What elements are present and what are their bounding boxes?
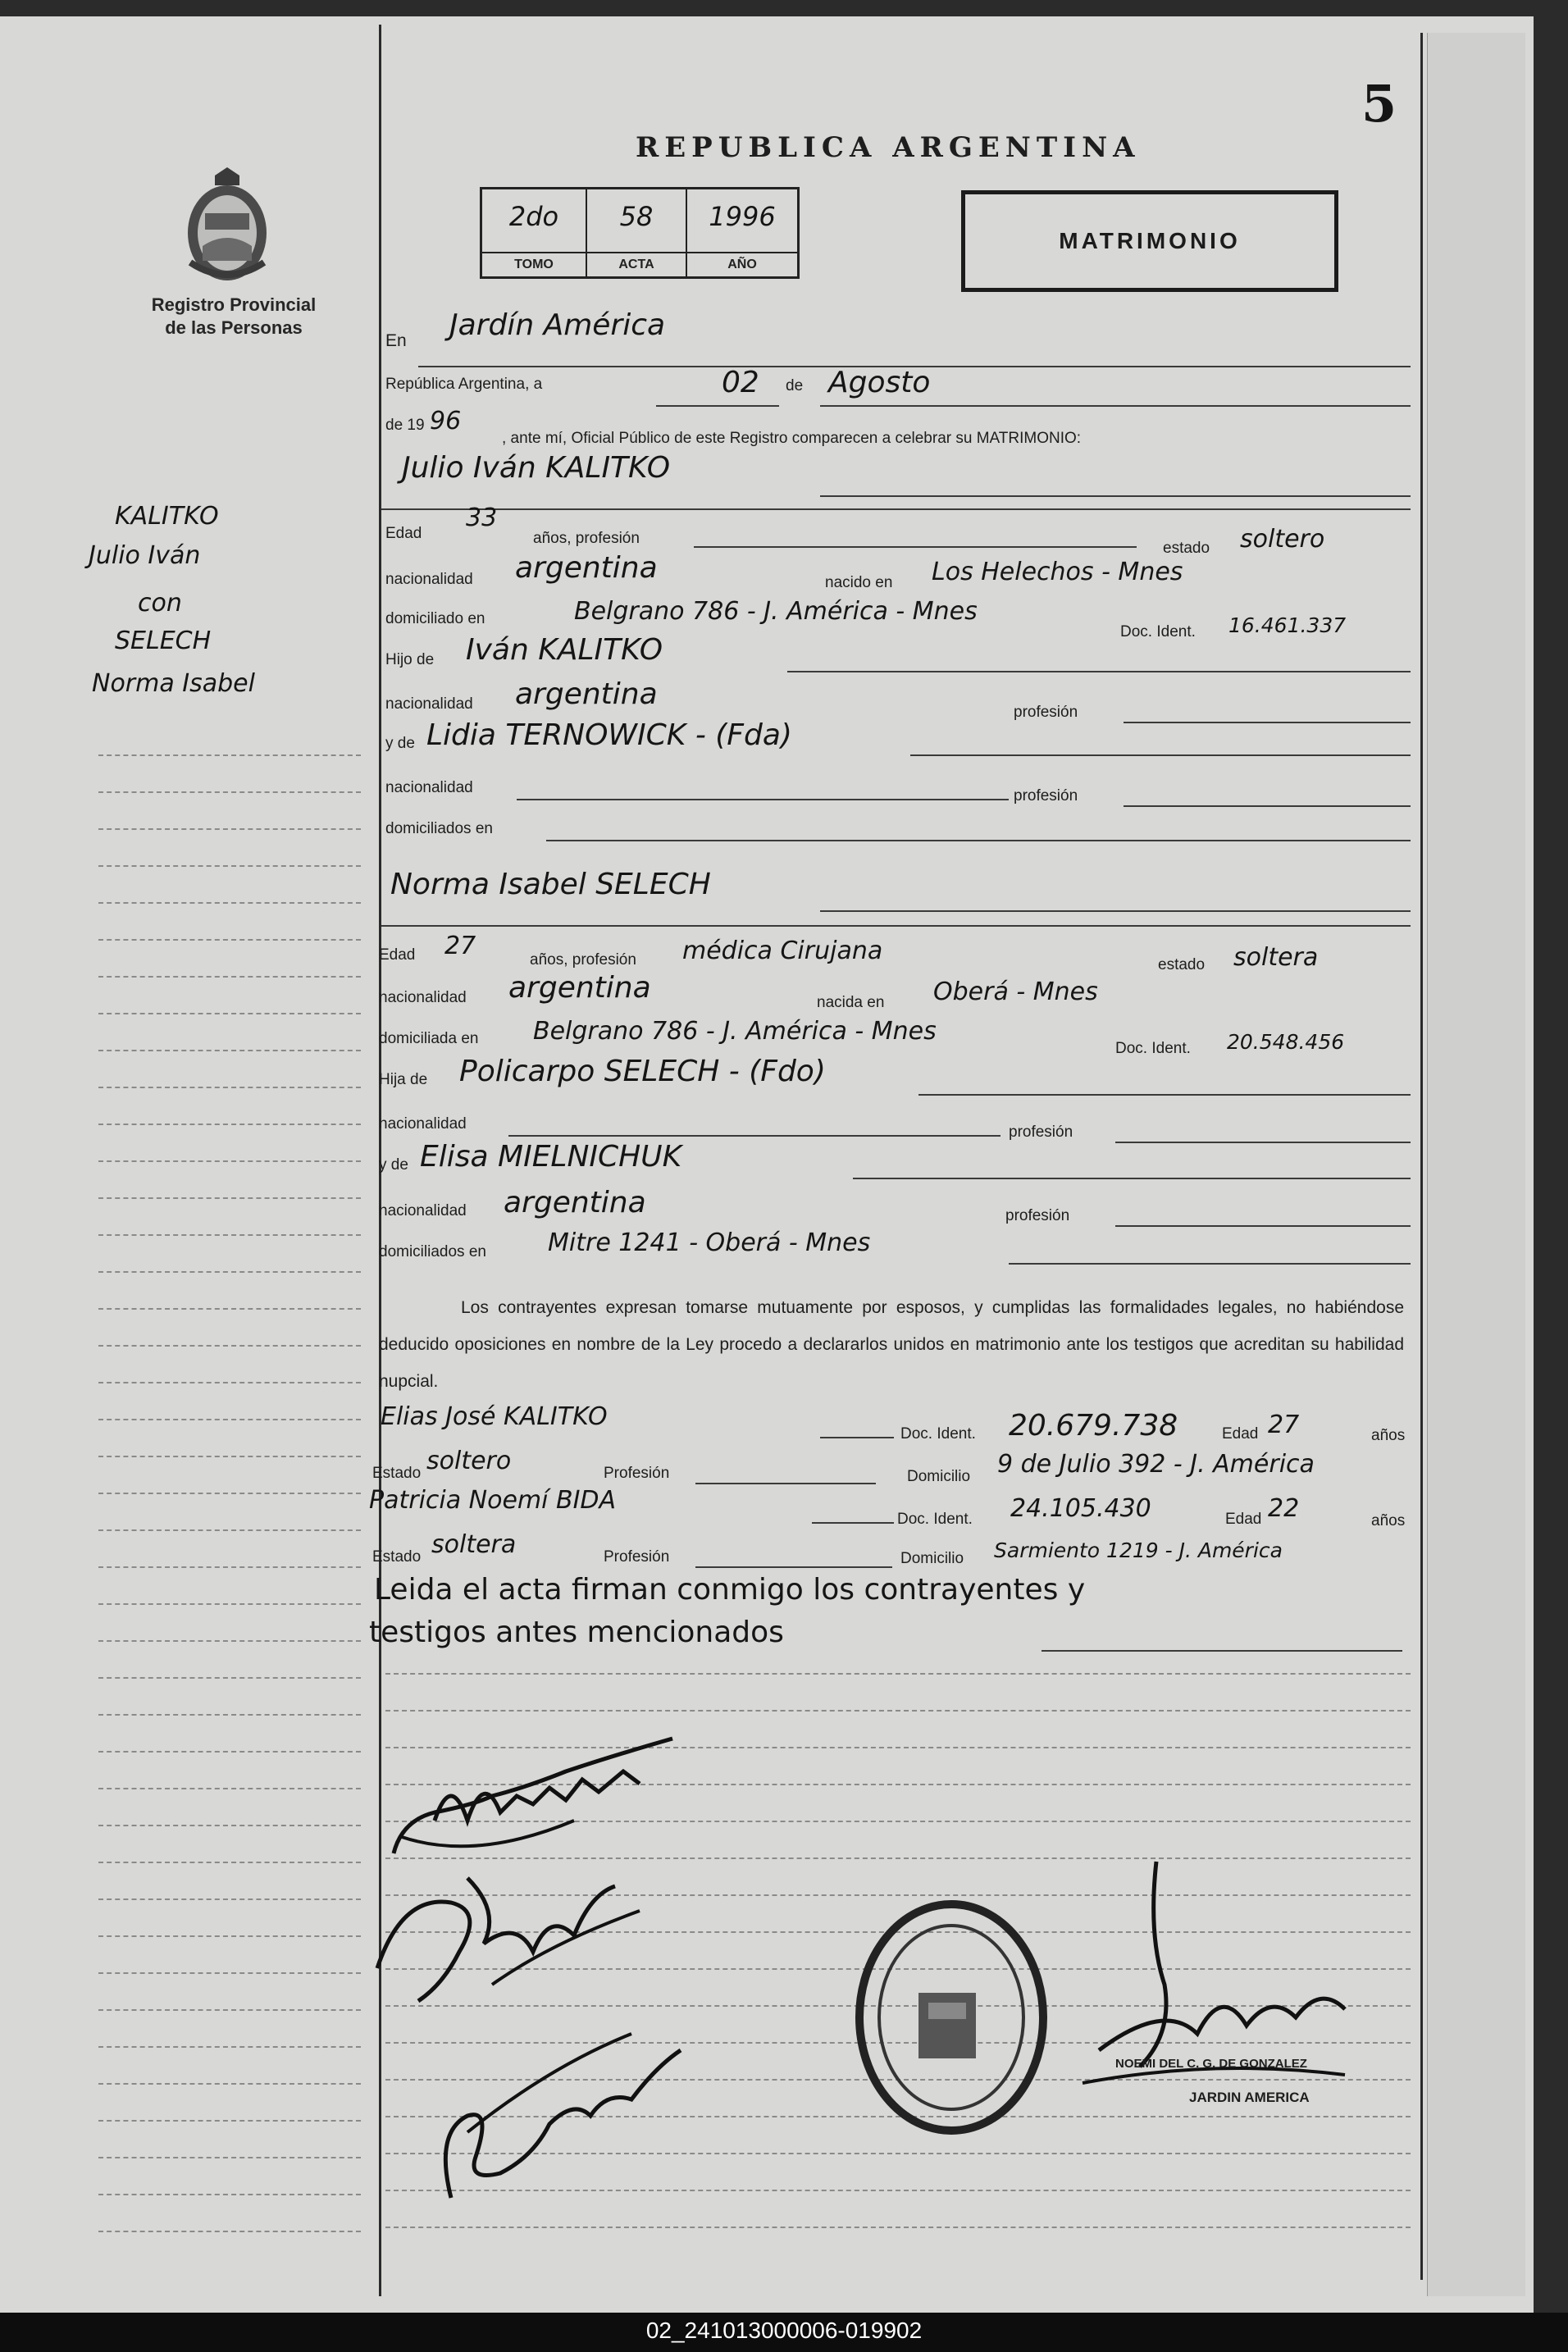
declaration-text: Los contrayentes expresan tomarse mutuamente por esposos, y cumplidas las formalidades legales, no habiéndose deducido oposiciones en nombre de la Ley procedo a declararlos unidos en matrimonio ante los testigos que acreditan su habilidad nupcial. xyxy=(379,1298,1404,1391)
label-nacionalidad: nacionalidad xyxy=(385,571,473,588)
label-witness-anos: años xyxy=(1371,1512,1406,1529)
label-y-de: y de xyxy=(385,735,415,752)
label-republica: República Argentina, a xyxy=(385,376,543,393)
label-nacionalidad: nacionalidad xyxy=(385,695,473,713)
acta-label: ACTA xyxy=(587,252,686,276)
groom-estado: soltero xyxy=(1240,525,1325,554)
year-suffix-value: 96 xyxy=(430,407,462,435)
label-domiciliada: domiciliada en xyxy=(379,1030,479,1047)
label-profesion: profesión xyxy=(1005,1207,1070,1224)
groom-nacido-en: Los Helechos - Mnes xyxy=(932,558,1183,586)
month-value: Agosto xyxy=(828,366,931,399)
bride-profesion: médica Cirujana xyxy=(682,937,883,965)
page-edge xyxy=(1427,33,1525,2296)
label-hijo-de: Hijo de xyxy=(385,651,435,668)
label-witness-edad: Edad xyxy=(1222,1425,1259,1443)
tomo-cell xyxy=(482,189,587,276)
label-anos-profesion: años, profesión xyxy=(530,951,636,969)
record-box xyxy=(480,187,800,279)
place-value: Jardín América xyxy=(449,308,666,342)
witness-1-domicilio: 9 de Julio 392 - J. América xyxy=(997,1450,1315,1479)
label-officer: , ante mí, Oficial Público de este Registro comparecen a celebrar su MATRIMONIO: xyxy=(502,430,1082,447)
page-title: REPUBLICA ARGENTINA xyxy=(636,131,1141,164)
label-hija-de: Hija de xyxy=(379,1071,428,1088)
witness-1-name: Elias José KALITKO xyxy=(381,1402,608,1431)
label-profesion: profesión xyxy=(1009,1124,1073,1141)
margin-note-line: Julio Iván xyxy=(89,541,201,570)
groom-father-nacionalidad: argentina xyxy=(515,677,658,711)
bride-nacionalidad: argentina xyxy=(508,971,651,1005)
label-nacionalidad: nacionalidad xyxy=(385,779,473,796)
label-anos-profesion: años, profesión xyxy=(533,530,640,547)
label-year-prefix: de 19 xyxy=(385,417,425,434)
label-witness-doc: Doc. Ident. xyxy=(900,1425,976,1443)
witness-1-doc: 20.679.738 xyxy=(1009,1409,1178,1443)
witness-2-estado: soltera xyxy=(431,1530,517,1559)
witness-1-age: 27 xyxy=(1268,1411,1300,1439)
signature-witness-icon xyxy=(418,2017,713,2210)
tomo-value: 2do xyxy=(508,201,559,232)
ano-value: 1996 xyxy=(709,201,776,232)
bride-estado: soltera xyxy=(1233,943,1319,972)
label-nacionalidad: nacionalidad xyxy=(379,1115,467,1133)
acta-value: 58 xyxy=(619,201,654,232)
groom-domicilio: Belgrano 786 - J. América - Mnes xyxy=(574,597,978,626)
registry-name xyxy=(123,294,344,340)
day-value: 02 xyxy=(722,366,759,399)
bride-doc: 20.548.456 xyxy=(1227,1030,1345,1054)
witness-2-age: 22 xyxy=(1268,1494,1300,1523)
label-profesion: profesión xyxy=(1014,787,1078,805)
registry-name-line2: de las Personas xyxy=(165,317,303,338)
signature-groom-icon xyxy=(377,1722,705,1874)
label-y-de: y de xyxy=(379,1156,408,1174)
label-edad: Edad xyxy=(379,946,416,964)
provincial-seal-icon xyxy=(182,164,272,287)
label-witness-edad: Edad xyxy=(1225,1511,1262,1528)
document-type-box: MATRIMONIO xyxy=(961,190,1338,292)
label-witness-domicilio: Domicilio xyxy=(900,1550,964,1567)
stamp-place-text: JARDIN AMERICA xyxy=(1189,2090,1310,2105)
label-domiciliados-en: domiciliados en xyxy=(385,820,493,837)
official-stamp-icon xyxy=(853,1894,1050,2145)
closing-note-line2: testigos antes mencionados xyxy=(369,1616,784,1649)
groom-nacionalidad: argentina xyxy=(515,551,658,585)
label-de: de xyxy=(786,377,804,394)
bride-nacida-en: Oberá - Mnes xyxy=(933,978,1098,1006)
groom-doc: 16.461.337 xyxy=(1228,613,1347,637)
ano-cell xyxy=(687,189,797,276)
label-estado: estado xyxy=(1158,956,1206,973)
bride-mother: Elisa MIELNICHUK xyxy=(420,1140,682,1174)
groom-name: Julio Iván KALITKO xyxy=(402,451,671,485)
label-doc: Doc. Ident. xyxy=(1120,623,1196,640)
witness-2-name: Patricia Noemí BIDA xyxy=(369,1486,617,1515)
witness-2-doc: 24.105.430 xyxy=(1010,1494,1151,1523)
closing-note-line1: Leida el acta firman conmigo los contrayentes y xyxy=(374,1573,1086,1607)
label-nacida-en: nacida en xyxy=(817,994,885,1011)
bride-age: 27 xyxy=(444,932,476,960)
ano-label: AÑO xyxy=(687,252,797,276)
label-witness-domicilio: Domicilio xyxy=(907,1468,971,1485)
label-edad: Edad xyxy=(385,525,422,542)
label-domiciliado: domiciliado en xyxy=(385,610,485,627)
page-number: 5 xyxy=(1361,74,1397,134)
label-witness-profesion: Profesión xyxy=(604,1465,670,1482)
bride-father: Policarpo SELECH - (Fdo) xyxy=(459,1055,826,1088)
label-witness-doc: Doc. Ident. xyxy=(897,1511,973,1528)
label-witness-profesion: Profesión xyxy=(604,1548,670,1566)
witness-2-domicilio: Sarmiento 1219 - J. América xyxy=(994,1538,1283,1562)
groom-age: 33 xyxy=(466,504,498,532)
label-nacido-en: nacido en xyxy=(825,574,893,591)
stamp-officer-text: NOEMI DEL C. G. DE GONZALEZ xyxy=(1115,2057,1307,2071)
signature-bride-icon xyxy=(369,1862,664,2030)
bride-mother-nacionalidad: argentina xyxy=(504,1186,646,1219)
registry-name-line1: Registro Provincial xyxy=(151,294,317,315)
label-estado: estado xyxy=(1163,540,1210,557)
margin-note-line: SELECH xyxy=(115,627,212,655)
label-witness-estado: Estado xyxy=(372,1548,422,1566)
bride-name: Norma Isabel SELECH xyxy=(390,868,711,901)
label-profesion: profesión xyxy=(1014,704,1078,721)
bride-domicilio: Belgrano 786 - J. América - Mnes xyxy=(533,1017,937,1046)
witness-1-estado: soltero xyxy=(426,1447,512,1475)
tomo-label: TOMO xyxy=(482,252,586,276)
label-domiciliados-en: domiciliados en xyxy=(379,1243,486,1260)
scan-id: 02_241013000006-019902 xyxy=(645,2318,923,2343)
bride-parents-domicilio: Mitre 1241 - Oberá - Mnes xyxy=(548,1228,871,1257)
groom-father: Iván KALITKO xyxy=(466,633,663,667)
label-en: En xyxy=(385,331,407,350)
margin-note-line: KALITKO xyxy=(115,502,219,531)
margin-note-line: Norma Isabel xyxy=(92,669,255,698)
label-nacionalidad: nacionalidad xyxy=(379,1202,467,1219)
right-margin-rule xyxy=(1420,33,1423,2280)
margin-note-line: con xyxy=(138,589,182,618)
label-nacionalidad: nacionalidad xyxy=(379,989,467,1006)
groom-mother: Lidia TERNOWICK - (Fda) xyxy=(426,718,792,752)
label-doc: Doc. Ident. xyxy=(1115,1040,1191,1057)
label-witness-anos: años xyxy=(1371,1427,1406,1444)
label-witness-estado: Estado xyxy=(372,1465,422,1482)
acta-cell xyxy=(587,189,687,276)
